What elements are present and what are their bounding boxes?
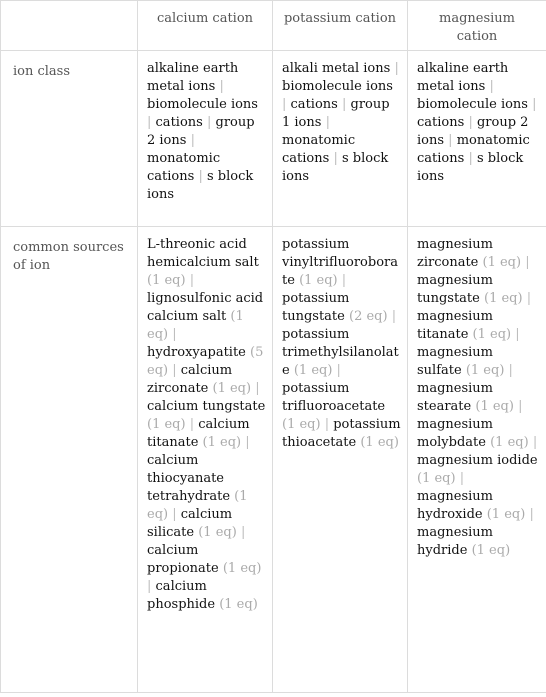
list-item: magnesium iodide xyxy=(417,453,538,468)
quantity-label: (1 eq) xyxy=(198,525,237,540)
separator: | xyxy=(391,309,397,324)
separator: | xyxy=(518,399,523,414)
list-item: calcium titanate xyxy=(147,417,250,450)
separator: | xyxy=(515,327,520,342)
list-item: s block ions xyxy=(147,169,254,202)
quantity-label: (1 eq) xyxy=(490,435,529,450)
row-label-ion-class: ion class xyxy=(1,51,138,227)
separator: | xyxy=(459,471,465,486)
list-item: monatomic cations xyxy=(147,151,221,184)
list-item: biomolecule ions xyxy=(417,97,528,112)
quantity-label: (1 eq) xyxy=(482,255,522,270)
list-item: lignosulfonic acid calcium salt xyxy=(147,291,264,324)
separator: | xyxy=(219,79,224,94)
list-item: calcium tungstate xyxy=(147,399,266,414)
list-item: s block ions xyxy=(417,151,524,184)
quantity-label: (1 eq) xyxy=(147,489,248,522)
quantity-label: (1 eq) xyxy=(486,507,526,522)
list-item: calcium silicate xyxy=(147,507,233,540)
quantity-label: (5 eq) xyxy=(147,345,264,378)
list-item: potassium trifluoroacetate xyxy=(282,381,386,414)
list-item: cations xyxy=(290,97,338,112)
cell-sources-calcium xyxy=(138,227,273,693)
list-item: calcium propionate xyxy=(147,543,219,576)
quantity-label: (1 eq) xyxy=(202,435,242,450)
quantity-label: (2 eq) xyxy=(349,309,388,324)
cell-ion-class-potassium xyxy=(273,51,408,227)
list-item: alkaline earth metal ions xyxy=(417,61,509,94)
quantity-label: (1 eq) xyxy=(472,327,512,342)
separator: | xyxy=(198,169,203,184)
quantity-label: (1 eq) xyxy=(219,597,258,612)
separator: | xyxy=(336,363,341,378)
cell-ion-class-magnesium xyxy=(408,51,546,227)
separator: | xyxy=(147,115,152,130)
separator: | xyxy=(190,133,195,148)
quantity-label: (1 eq) xyxy=(282,417,321,432)
list-item: cations xyxy=(155,115,203,130)
list-item: magnesium sulfate xyxy=(417,345,493,378)
separator: | xyxy=(324,417,330,432)
table-row xyxy=(1,227,546,693)
list-item: biomolecule ions xyxy=(282,79,393,94)
cell-sources-potassium xyxy=(273,227,408,693)
list-item: magnesium hydroxide xyxy=(417,489,493,522)
separator: | xyxy=(448,133,453,148)
quantity-label: (1 eq) xyxy=(147,309,244,342)
table-row xyxy=(1,51,546,227)
list-item: monatomic cations xyxy=(417,133,530,166)
list-item: s block ions xyxy=(282,151,389,184)
quantity-label: (1 eq) xyxy=(465,363,505,378)
quantity-label: (1 eq) xyxy=(147,417,186,432)
separator: | xyxy=(206,115,212,130)
separator: | xyxy=(468,151,473,166)
separator: | xyxy=(468,115,473,130)
list-item: potassium trimethylsilanolate xyxy=(282,327,399,378)
separator: | xyxy=(172,363,177,378)
list-item: magnesium titanate xyxy=(417,309,493,342)
list-item: magnesium tungstate xyxy=(417,273,493,306)
separator: | xyxy=(189,273,195,288)
list-item: magnesium molybdate xyxy=(417,417,493,450)
list-item: alkali metal ions xyxy=(282,61,391,76)
list-item: group 2 ions xyxy=(417,115,529,148)
quantity-label: (1 eq) xyxy=(222,561,262,576)
list-item: cations xyxy=(417,115,465,130)
column-header-magnesium: magnesium cation xyxy=(408,1,546,51)
quantity-label: (1 eq) xyxy=(360,435,399,450)
separator: | xyxy=(341,273,347,288)
list-item: alkaline earth metal ions xyxy=(147,61,239,94)
cell-sources-magnesium xyxy=(408,227,546,693)
corner-header-cell xyxy=(1,1,138,51)
separator: | xyxy=(189,417,195,432)
list-item: potassium vinyltrifluoroborate xyxy=(282,237,398,288)
separator: | xyxy=(525,255,530,270)
quantity-label: (1 eq) xyxy=(299,273,338,288)
list-item: L-threonic acid hemicalcium salt xyxy=(147,237,259,270)
list-item: calcium zirconate xyxy=(147,363,233,396)
separator: | xyxy=(172,327,177,342)
quantity-label: (1 eq) xyxy=(293,363,333,378)
separator: | xyxy=(508,363,513,378)
separator: | xyxy=(325,115,330,130)
list-item: biomolecule ions xyxy=(147,97,258,112)
list-item: magnesium zirconate xyxy=(417,237,493,270)
separator: | xyxy=(172,507,177,522)
quantity-label: (1 eq) xyxy=(484,291,523,306)
separator: | xyxy=(532,97,537,112)
separator: | xyxy=(333,151,338,166)
separator: | xyxy=(529,507,534,522)
quantity-label: (1 eq) xyxy=(212,381,252,396)
separator: | xyxy=(282,97,287,112)
list-item: hydroxyapatite xyxy=(147,345,246,360)
quantity-label: (1 eq) xyxy=(471,543,511,558)
list-item: group 1 ions xyxy=(282,97,390,130)
separator: | xyxy=(240,525,246,540)
list-item: magnesium hydride xyxy=(417,525,493,558)
separator: | xyxy=(394,61,399,76)
quantity-label: (1 eq) xyxy=(475,399,514,414)
list-item: monatomic cations xyxy=(282,133,356,166)
quantity-label: (1 eq) xyxy=(147,273,186,288)
separator: | xyxy=(532,435,538,450)
quantity-label: (1 eq) xyxy=(417,471,456,486)
column-header-potassium: potassium cation xyxy=(273,1,408,51)
list-item: potassium thioacetate xyxy=(282,417,401,450)
separator: | xyxy=(526,291,532,306)
list-item: group 2 ions xyxy=(147,115,255,148)
list-item: potassium tungstate xyxy=(282,291,350,324)
list-item: magnesium stearate xyxy=(417,381,493,414)
separator: | xyxy=(255,381,260,396)
separator: | xyxy=(341,97,347,112)
separator: | xyxy=(147,579,152,594)
separator: | xyxy=(245,435,250,450)
list-item: calcium thiocyanate tetrahydrate xyxy=(147,453,231,504)
separator: | xyxy=(489,79,494,94)
list-item: calcium phosphide xyxy=(147,579,216,612)
column-header-calcium: calcium cation xyxy=(138,1,273,51)
cell-ion-class-calcium xyxy=(138,51,273,227)
row-label-common-sources: common sources of ion xyxy=(1,227,138,693)
header-row xyxy=(1,1,546,51)
